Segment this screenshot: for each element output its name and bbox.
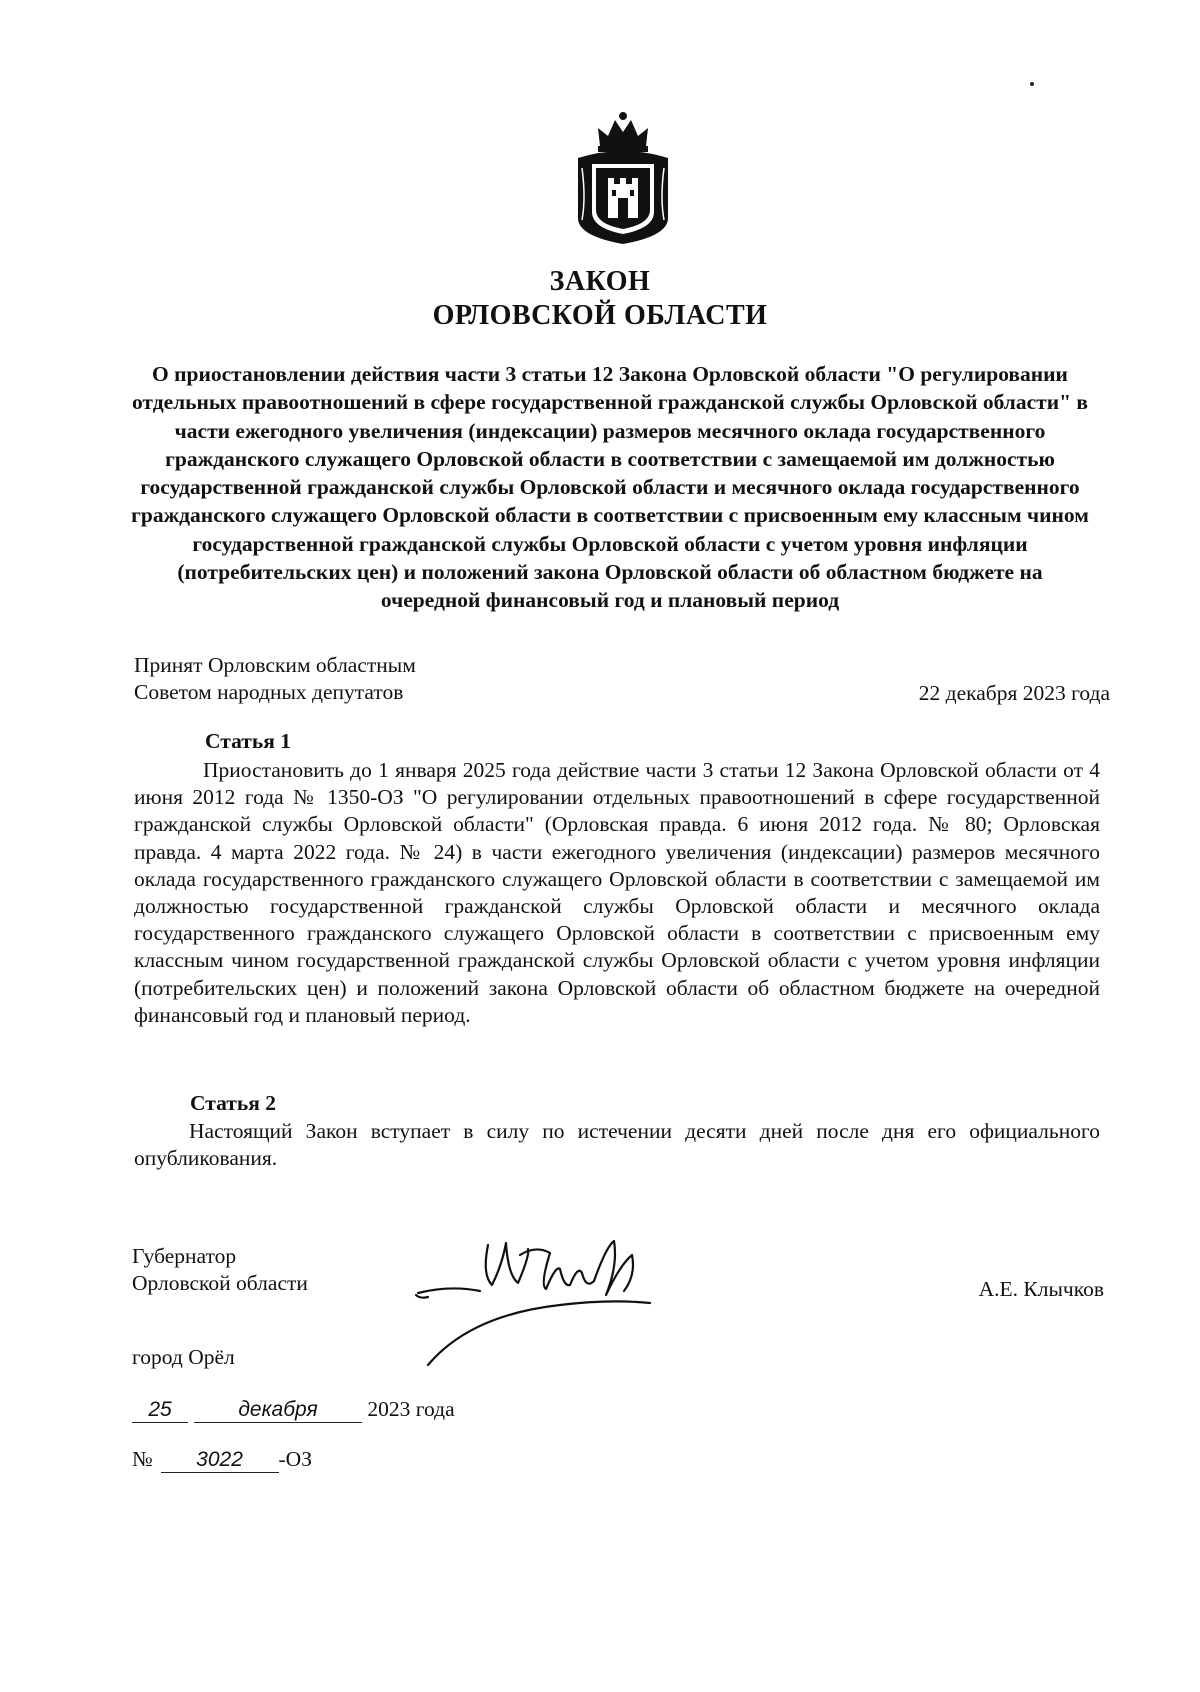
signing-day: 25	[132, 1398, 188, 1423]
scan-speck	[1030, 82, 1034, 86]
article-1-text: Приостановить до 1 января 2025 года действие части 3 статьи 12 Закона Орловской области от 4 июня 2012 года № 1350-ОЗ "О регулировании отдельных правоотношений в сфере государственной гражданской службы Орловской области" (Орловская правда. 6 июня 2012 года. № 80; Орловская правда. 4 марта 2022 года. № 24) в части ежегодного увеличения (индексации) размеров месячного оклада государственного гражданского служащего Орловской области в соответствии с замещаемой им должностью государственной гражданской службы Орловской области и месячного оклада государственного гражданского служащего Орловской области в соответствии с присвоенным ему классным чином государственной гражданской службы Орловской области с учетом уровня инфляции (потребительских цен) и положений закона Орловской области об областном бюджете на очередной финансовый год и плановый период.	[134, 758, 1100, 1027]
city: город Орёл	[132, 1345, 235, 1369]
signatory-title	[132, 1243, 308, 1297]
law-title-line2: ОРЛОВСКОЙ ОБЛАСТИ	[432, 300, 768, 331]
number-sign: №	[132, 1447, 153, 1471]
adoption-date: 22 декабря 2023 года	[918, 681, 1110, 705]
signatory-title-line2: Орловской области	[132, 1271, 308, 1295]
adoption-line2: Советом народных депутатов	[134, 680, 404, 704]
law-number	[132, 1444, 312, 1474]
article-2-text: Настоящий Закон вступает в силу по истечении десяти дней после дня его официального опубликования.	[134, 1119, 1100, 1171]
handwritten-signature	[410, 1225, 670, 1375]
number-suffix: -ОЗ	[278, 1447, 312, 1471]
law-number-value: 3022	[161, 1448, 279, 1473]
law-subject: О приостановлении действия части 3 статьи 12 Закона Орловской области "О регулировании отдельных правоотношений в сфере государственной гражданской службы Орловской области" в части ежегодного увеличения (индексации) размеров месячного оклада государственного гражданского служащего Орловской области в соответствии с замещаемой им должностью государственной гражданской службы Орловской области и месячного оклада государственного гражданского служащего Орловской области в соответствии с присвоенным ему классным чином государственной гражданской службы Орловской области с учетом уровня инфляции (потребительских цен) и положений закона Орловской области об областном бюджете на очередной финансовый год и плановый период	[131, 362, 1089, 613]
signatory-title-line1: Губернатор	[132, 1244, 237, 1268]
coat-of-arms-icon	[568, 108, 678, 248]
article-2-heading: Статья 2	[190, 1091, 276, 1115]
adoption-body	[134, 652, 416, 706]
signatory-name: А.Е. Клычков	[978, 1277, 1104, 1301]
signing-month: декабря	[194, 1398, 362, 1423]
adoption-line1: Принят Орловским областным	[134, 653, 416, 677]
signing-year: 2023 года	[367, 1397, 455, 1421]
signing-date	[132, 1394, 455, 1424]
law-title-line1: ЗАКОН	[549, 266, 651, 297]
article-1-heading: Статья 1	[205, 729, 291, 753]
